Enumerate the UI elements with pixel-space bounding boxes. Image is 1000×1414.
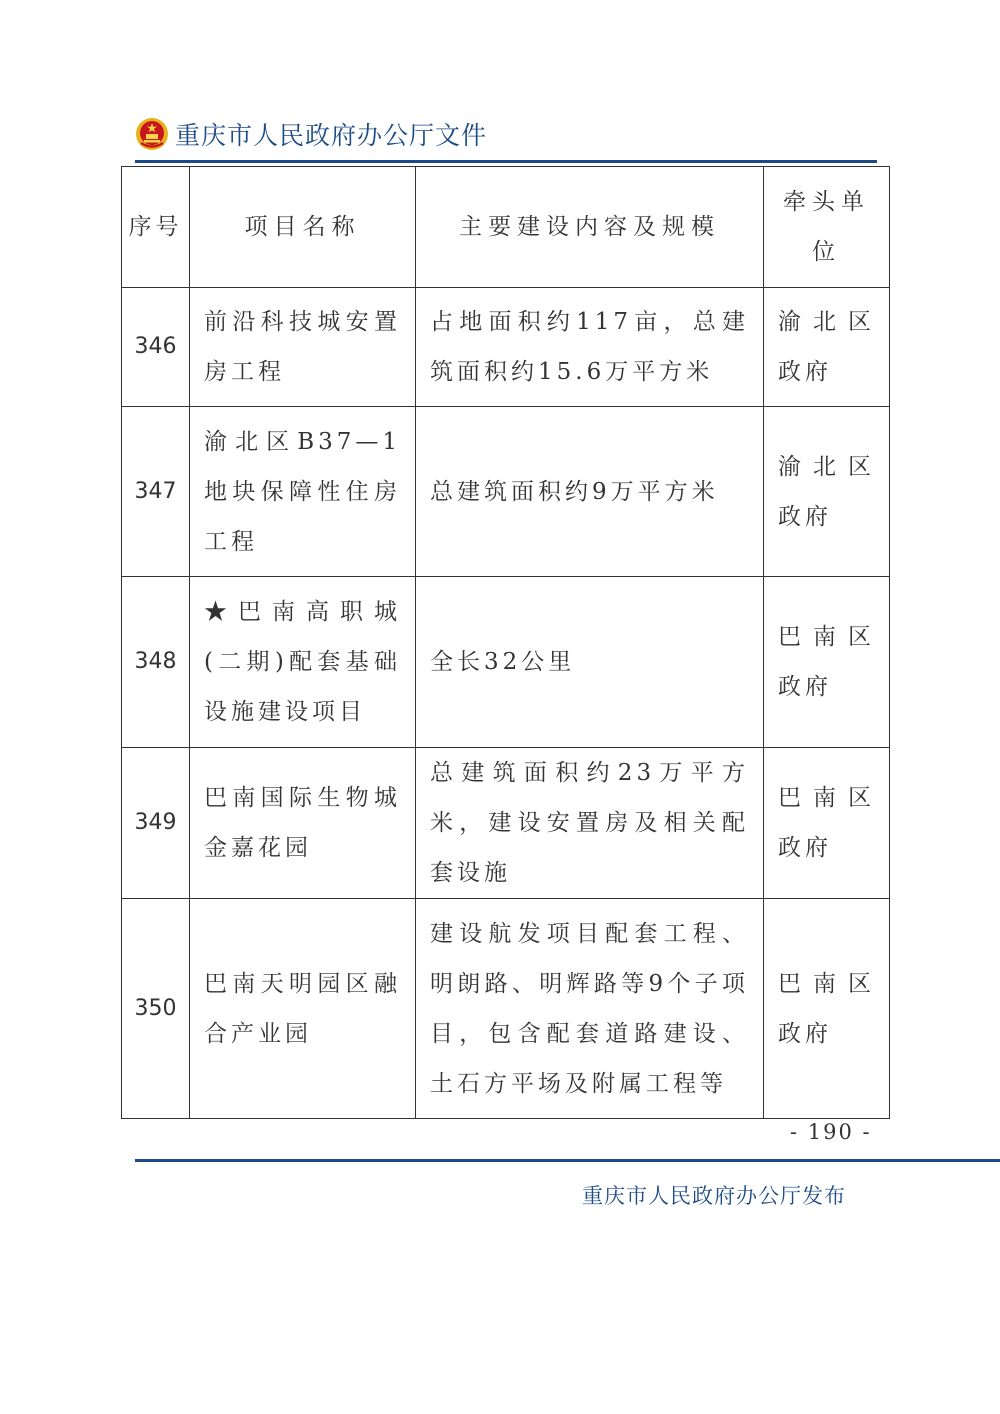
cell-org: 巴南区政府 [764, 577, 890, 748]
cell-content: 全长32公里 [416, 577, 764, 748]
table-row [122, 748, 890, 899]
cell-name: 前沿科技城安置房工程 [190, 288, 416, 407]
header-cell-name: 项目名称 [190, 167, 416, 288]
footer-publisher: 重庆市人民政府办公厅发布 [582, 1184, 846, 1208]
cell-name: 巴南天明园区融合产业园 [190, 899, 416, 1119]
cell-content: 占地面积约117亩，总建筑面积约15.6万平方米 [416, 288, 764, 407]
cell-no: 348 [122, 577, 190, 748]
document-header-title: 重庆市人民政府办公厅文件 [175, 121, 488, 150]
table-row [122, 899, 890, 1119]
cell-no: 347 [122, 407, 190, 577]
header-cell-content: 主要建设内容及规模 [416, 167, 764, 288]
cell-name: 巴南国际生物城金嘉花园 [190, 748, 416, 899]
cell-org: 渝北区政府 [764, 288, 890, 407]
cell-no: 350 [122, 899, 190, 1119]
project-table [121, 166, 890, 1119]
cell-org: 巴南区政府 [764, 899, 890, 1119]
cell-no: 349 [122, 748, 190, 899]
cell-no: 346 [122, 288, 190, 407]
cell-name: ★巴南高职城(二期)配套基础设施建设项目 [190, 577, 416, 748]
national-emblem-icon [135, 117, 169, 151]
page-number: - 190 - [790, 1120, 872, 1144]
cell-name: 渝北区B37—1地块保障性住房工程 [190, 407, 416, 577]
cell-org: 渝北区政府 [764, 407, 890, 577]
cell-content: 建设航发项目配套工程、明朗路、明辉路等9个子项目，包含配套道路建设、土石方平场及附属工程等 [416, 899, 764, 1119]
header-divider [135, 160, 877, 163]
header-cell-no: 序号 [122, 167, 190, 288]
table-row [122, 577, 890, 748]
table-row [122, 288, 890, 407]
cell-org: 巴南区政府 [764, 748, 890, 899]
cell-content: 总建筑面积约23万平方米，建设安置房及相关配套设施 [416, 748, 764, 899]
table-header-row [122, 167, 890, 288]
header-cell-org: 牵头单位 [764, 167, 890, 288]
footer-divider [135, 1159, 1000, 1162]
document-header [135, 112, 487, 156]
table-row [122, 407, 890, 577]
cell-content: 总建筑面积约9万平方米 [416, 407, 764, 577]
